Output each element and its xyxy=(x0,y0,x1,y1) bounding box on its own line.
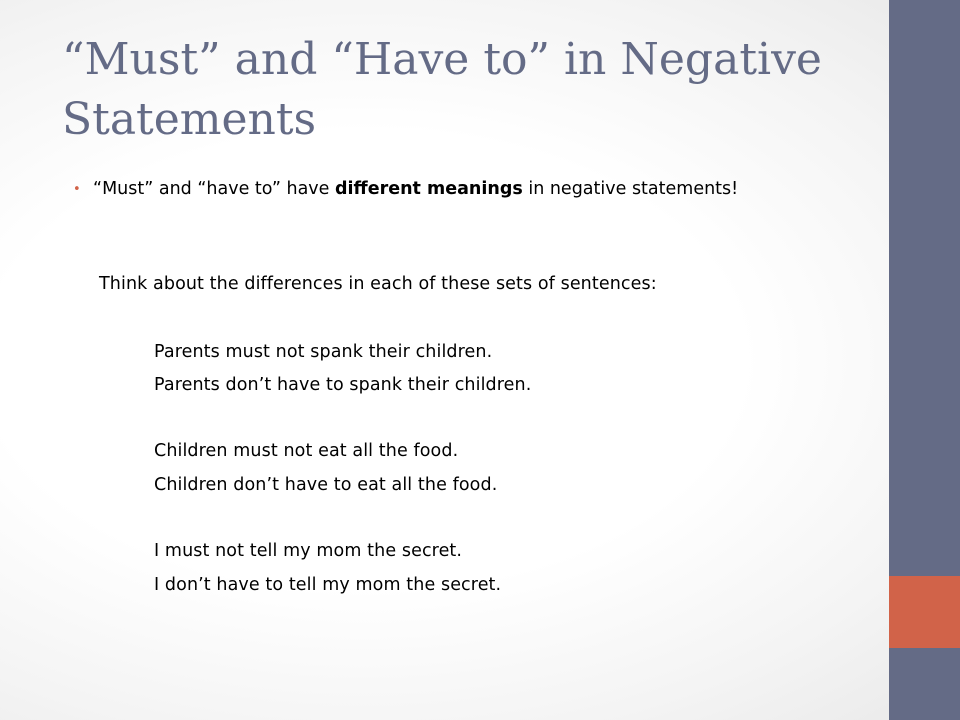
example-sentence: Children don’t have to eat all the food. xyxy=(154,475,498,495)
bullet-text-start: “Must” and “have to” have xyxy=(93,179,335,199)
example-sentence: I don’t have to tell my mom the secret. xyxy=(154,575,502,595)
instruction-text: Think about the differences in each of these sets of sentences: xyxy=(99,274,657,294)
bullet-marker-icon: • xyxy=(73,182,81,197)
bullet-text-end: in negative statements! xyxy=(522,179,739,199)
example-sentence: Parents don’t have to spank their children. xyxy=(154,375,532,395)
side-accent-block xyxy=(889,576,960,648)
bullet-point xyxy=(73,176,793,203)
example-sentence: I must not tell my mom the secret. xyxy=(154,541,463,561)
example-sentence: Parents must not spank their children. xyxy=(154,342,493,362)
slide-title: “Must” and “Have to” in Negative Statements xyxy=(62,34,822,145)
example-sentence: Children must not eat all the food. xyxy=(154,441,459,461)
bullet-text xyxy=(93,176,793,203)
bullet-emphasis: different meanings xyxy=(335,179,523,199)
